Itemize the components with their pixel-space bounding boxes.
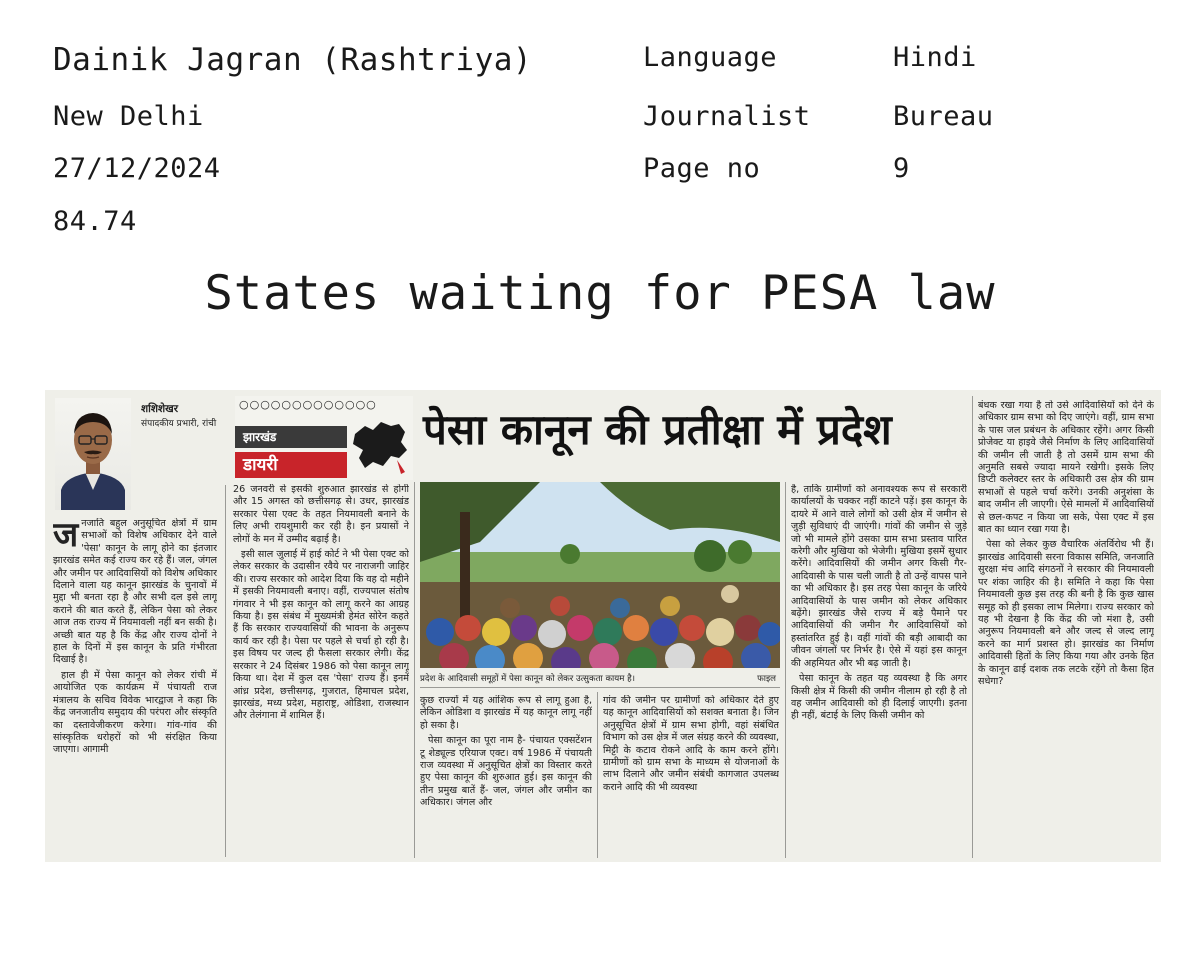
article-column-5 <box>791 484 967 858</box>
newspaper-clipping <box>45 390 1161 862</box>
dropcap: ज <box>53 518 79 555</box>
column-divider <box>225 485 226 857</box>
column-divider <box>597 692 598 858</box>
col6-para1: बंधक रखा गया है तो उसे आदिवासियों को देने के अधिकार ग्राम सभा को दिए जाएंगे। वहीं, ग्राम सभा के पास जल प्रबंधन के अधिकार रहेंगे। अगर किसी प्रोजेक्ट या हाइवे जैसे निर्माण के लिए आदिवासियों की जमीन ली जाती है तो उसमें ग्राम सभा की अनुमति सबसे ज्यादा मायने रखेगी। इसके लिए डिप्टी कलेक्टर स्तर के अधिकारी उस क्षेत्र की ग्राम सभाओं से पहले चर्चा करेंगे। उनकी अनुशंसा के बाद जमीन ली जाएगी। ऐसे मामलों में आदिवासियों से छल-कपट न किया जा सके, पेसा एक्ट में इस बात का ध्यान रखा गया है। <box>978 400 1154 536</box>
col5-para1: है, ताकि ग्रामीणों को अनावश्यक रूप से सरकारी कार्यालयों के चक्कर नहीं काटने पड़ें। इस कानून के दायरे में आने वाले लोगों को उसी क्षेत्र में जमीन से जुड़ी सुविधाएं दी जाएंगी। गांवों की जमीन से जुड़े जो भी मामले होंगे उसका ग्राम सभा प्रस्ताव पारित करेगी और मुखिया को भेजेगी। मुखिया इसमें सुधार करेंगे। आदिवासियों की जमीन अगर किसी गैर-आदिवासी के पास चली जाती है तो उन्हें वापस पाने का भी अधिकार है। इस तरह पेसा कानून के जरिये आदिवासियों के पास जमीन को लेकर अधिकार बढ़ेंगे। झारखंड जैसे राज्य में बड़े पैमाने पर आदिवासियों की जमीन गैर आदिवासियों को हस्तांतरित हुई है। वहीं गांवों की बड़ी आबादी का जीवन जंगलों पर निर्भर है। ऐसे में यहां इस कानून की अहमियत और भी बढ़ जाती है। <box>791 484 967 669</box>
publication-name: Dainik Jagran (Rashtriya) <box>53 42 533 78</box>
article-column-4 <box>603 695 779 858</box>
col1-para1: नजाति बहुल अनुसूचित क्षेत्रों में ग्राम सभाओं को विशेष अधिकार देने वाले 'पेसा' कानून के लागू होने का इंतजार झारखंड समेत कई राज्य कर रहे हैं। जल, जंगल और जमीन पर आदिवासियों को विशेष अधिकार दिलाने वाला यह कानून झारखंड के चुनावों में मुद्दा भी बनता रहा है और सभी दल इसे लागू कराने की बात करते हैं, लेकिन पेसा को लेकर आज तक राज्य में नियमावली नहीं बन सकी है। अच्छी बात यह है कि केंद्र और राज्य दोनों ने हाल के दिनों में इस कानून के प्रति गंभीरता दिखाई है। <box>53 518 217 666</box>
date: 27/12/2024 <box>53 153 221 184</box>
page-value: 9 <box>893 153 910 184</box>
author-role: संपादकीय प्रभारी, रांची <box>141 419 217 429</box>
photo-caption: प्रदेश के आदिवासी समूहों में पेसा कानून को लेकर उत्सुकता कायम है। <box>420 674 635 684</box>
language-value: Hindi <box>893 42 977 73</box>
author-photo <box>55 398 131 510</box>
col3-para2: पेसा कानून का पूरा नाम है- पंचायत एक्सटेंशन टू शेड्यूल्ड एरियाज एक्ट। वर्ष 1986 में पंचायती राज व्यवस्था में अनुसूचित क्षेत्रों का विस्तार करते हुए पेसा कानून की शुरुआत हुई। इस कानून की तीन प्रमुख बातें हैं- जल, जंगल और जमीन का अधिकार। जंगल और <box>420 735 592 809</box>
col4-para1: गांव की जमीन पर ग्रामीणों को अधिकार देते हुए यह कानून आदिवासियों को सशक्त बनाता है। जिन अनुसूचित क्षेत्रों में ग्राम सभा होगी, वहां संबंधित विभाग को उस क्षेत्र में जल संग्रह करने की व्यवस्था, मिट्टी के कटाव रोकने आदि के काम करने होंगे। ग्रामीणों को ग्राम सभा के माध्यम से योजनाओं के लाभ दिलाने और जमीन संबंधी कागजात उपलब्ध कराने आदि की भी व्यवस्था <box>603 695 779 793</box>
col5-para2: पेसा कानून के तहत यह व्यवस्था है कि अगर किसी क्षेत्र में किसी की जमीन नीलाम हो रही है तो वह जमीन आदिवासी को ही दिलाई जाएगी। इतना ही नहीं, बंटाई के लिए किसी जमीन को <box>791 673 967 722</box>
col2-para2: इसी साल जुलाई में हाई कोर्ट ने भी पेसा एक्ट को लेकर सरकार के उदासीन रवैये पर नाराजगी जाहिर की। राज्य सरकार को आदेश दिया कि वह दो महीने में इसकी नियमावली बनाए। वहीं, राज्यपाल संतोष गंगवार ने भी इस कानून को लागू करने का आग्रह किया है। इस संबंध में मुख्यमंत्री हेमंत सोरेन कहते हैं कि सरकार राज्यवासियों की भावना के अनुरूप कार्य कर रही है। पेसा पर पहले से चर्चा हो रही है। इस विषय पर जल्द ही फैसला सरकार लेगी। केंद्र सरकार ने 24 दिसंबर 1986 को पेसा कानून लागू किया था। देश में कुल दस 'पेसा' राज्य हैं। इनमें आंध्र प्रदेश, छत्तीसगढ़, गुजरात, हिमाचल प्रदेश, झारखंड, मध्य प्रदेश, महाराष्ट्र, ओडिशा, राजस्थान और तेलंगाना में शामिल हैं। <box>233 549 409 722</box>
journalist-label: Journalist <box>643 101 811 132</box>
headline-hindi: पेसा कानून की प्रतीक्षा में प्रदेश <box>423 405 892 454</box>
column-divider <box>414 482 415 858</box>
city: New Delhi <box>53 101 204 132</box>
news-photo <box>420 482 780 668</box>
journalist-value: Bureau <box>893 101 994 132</box>
article-column-2 <box>233 484 409 858</box>
author-name: शशिशेखर <box>141 403 179 415</box>
col2-para1: 26 जनवरी से इसकी शुरुआत झारखंड से होगी और 15 अगस्त को छत्तीसगढ़ से। उधर, झारखंड सरकार पेसा एक्ट के तहत नियमावली बनाने के लिए अभी रायशुमारी कर रही है। इन प्रयासों ने लोगों के मन में उम्मीद बढ़ाई है। <box>233 484 409 545</box>
col1-para2: हाल ही में पेसा कानून को लेकर रांची में आयोजित एक कार्यक्रम में पंचायती राज मंत्रालय के सचिव विवेक भारद्वाज ने कहा कि केंद्र जनजातीय समुदाय की परंपरा और संस्कृति का दस्तावेजीकरण करेगा। गांव-गांव की सांस्कृतिक धरोहरों को भी संरक्षित किया जाएगा। आगामी <box>53 669 217 756</box>
headline-english: States waiting for PESA law <box>204 266 996 321</box>
column-divider <box>785 482 786 858</box>
diary-spiral-icon: ○○○○○○○○○○○○○ <box>239 398 377 411</box>
column-divider <box>972 396 973 858</box>
author-portrait-image <box>55 398 131 510</box>
diary-logo <box>235 396 413 480</box>
jharkhand-map-icon <box>347 412 413 478</box>
article-column-1 <box>53 518 217 858</box>
article-column-3 <box>420 695 592 858</box>
col3-para1: कुछ राज्यों में यह आंशिक रूप से लागू हुआ है, लेकिन ओडिशा व झारखंड में यह कानून लागू नहीं हो सका है। <box>420 695 592 731</box>
photo-credit: फाइल <box>757 674 776 684</box>
article-column-6 <box>978 400 1154 858</box>
photo-caption-bar <box>420 671 780 688</box>
tribal-gathering-image <box>420 482 780 668</box>
page-label: Page no <box>643 153 761 184</box>
language-label: Language <box>643 42 778 73</box>
col6-para2: पेसा को लेकर कुछ वैचारिक अंतर्विरोध भी हैं। झारखंड आदिवासी सरना विकास समिति, जनजाति सुरक्षा मंच आदि संगठनों ने सरकार की नियमावली पर शंका जाहिर की है। समिति ने कहा कि पेसा नियमावली कुछ इस तरह की बनी है कि कुछ खास समूह को ही इसका लाभ मिलेगा। राज्य सरकार को यह भी देखना है कि केंद्र की जो मंशा है, उसी अनुरूप नियमावली बने और जल्द से जल्द लागू करने का मार्ग प्रशस्त हो। झारखंड का निर्माण आदिवासी हितों के लिए किया गया और उनके हित के कानून ढाई दशक तक लटके रहेंगे तो कैसा हित सधेगा? <box>978 539 1154 687</box>
diary-label: डायरी <box>235 452 347 478</box>
diary-state: झारखंड <box>235 426 347 448</box>
value: 84.74 <box>53 206 137 237</box>
